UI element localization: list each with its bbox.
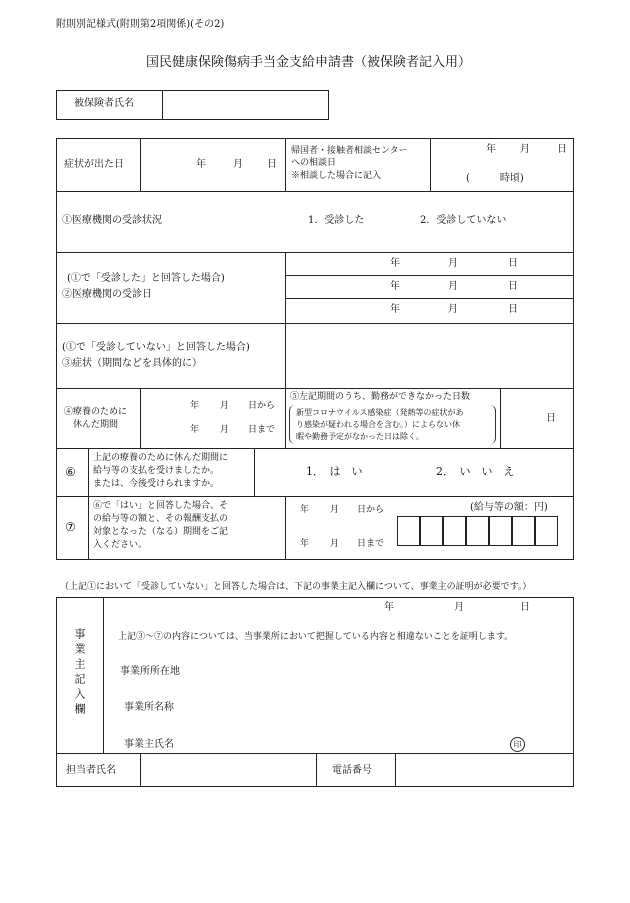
q4-from-month: 月	[220, 401, 230, 411]
insured-name-field[interactable]	[164, 92, 326, 118]
employer-month: 月	[454, 602, 464, 613]
q3-symptoms-field[interactable]	[286, 324, 574, 387]
q4-from-label: 日から	[248, 401, 276, 411]
consult-label-3: ※相談した場合に記入	[291, 171, 382, 181]
onset-date-field[interactable]	[141, 139, 284, 190]
consult-month-label: 月	[520, 144, 530, 155]
contact-person-label: 担当者氏名	[66, 765, 116, 776]
q7-to-label: 日まで	[357, 539, 385, 549]
q7-from-year: 年	[300, 505, 310, 515]
q4-label-1: ④療養のために	[64, 407, 128, 417]
q6-option-no[interactable]: 2． い い え	[436, 465, 515, 478]
q7-amount-label: (給与等の額：円)	[470, 502, 548, 513]
consult-time: ( 時頃)	[466, 173, 524, 184]
q4-period-field[interactable]	[141, 389, 284, 447]
q2-date-field-2[interactable]	[286, 276, 574, 298]
q2-date-field-3[interactable]	[286, 299, 574, 322]
q2-month-1: 月	[448, 258, 458, 269]
employer-certify-text: 上記③～⑦の内容については、当事業所において把握している内容と相違ないことを証明します。	[118, 632, 514, 642]
q5-note-2: り感染が疑われる場合を含む。）によらない休	[296, 420, 460, 429]
phone-label: 電話番号	[332, 765, 372, 776]
q1-option-not-visited[interactable]: 2．受診していない	[420, 215, 507, 226]
contact-person-field[interactable]	[141, 754, 315, 786]
office-address-field[interactable]	[200, 660, 560, 682]
q4-from-year: 年	[190, 401, 200, 411]
owner-name-field[interactable]	[200, 733, 500, 753]
q7-to-month: 月	[330, 539, 340, 549]
amount-digit-box[interactable]	[466, 516, 489, 546]
q7-text-1: ⑥で「はい」と回答した場合、そ	[93, 501, 229, 511]
q5-note-3: 暇や勤務予定がなかった日は除く。	[296, 432, 424, 441]
onset-label: 症状が出た日	[64, 159, 124, 170]
q4-to-month: 月	[220, 425, 230, 435]
q4-to-label: 日まで	[248, 425, 276, 435]
onset-month-label: 月	[233, 159, 243, 170]
office-name-field[interactable]	[200, 696, 560, 718]
q2-year-1: 年	[390, 258, 400, 269]
q6-text-1: 上記の療養のために休んだ期間に	[93, 453, 229, 463]
q6-option-yes[interactable]: 1． は い	[306, 465, 363, 478]
consult-day-label: 日	[557, 144, 567, 155]
q7-from-label: 日から	[357, 505, 385, 515]
q2-date-field-1[interactable]	[286, 253, 574, 275]
owner-name-label: 事業主氏名	[124, 739, 174, 750]
onset-year-label: 年	[196, 159, 206, 170]
employer-year: 年	[384, 602, 394, 613]
q2-day-3: 日	[508, 304, 518, 315]
insured-name-label: 被保険者氏名	[74, 98, 134, 109]
form-reference: 附則別記様式(附則第2項関係)(その2)	[56, 19, 225, 30]
q2-label: ②医療機関の受診日	[62, 289, 152, 300]
office-address-label: 事業所所在地	[120, 666, 180, 677]
q7-text-3: 対象となった（なる）期間をご記	[93, 527, 229, 537]
q5-note-1: 新型コロナウイルス感染症（発熱等の症状があ	[296, 408, 464, 417]
amount-digit-box[interactable]	[443, 516, 466, 546]
q2-condition: (①で「受診した」と回答した場合)	[67, 273, 225, 284]
q5-days-field[interactable]	[501, 389, 573, 447]
q3-condition: (①で「受診していない」と回答した場合)	[62, 342, 250, 353]
q2-month-3: 月	[448, 304, 458, 315]
q7-text-2: の給与等の額と、その報酬支払の	[93, 514, 229, 524]
page-title: 国民健康保険傷病手当金支給申請書（被保険者記入用）	[146, 55, 472, 70]
q5-unit: 日	[546, 413, 556, 424]
consult-year-label: 年	[486, 144, 496, 155]
employer-section-label: 事業主記入欄	[73, 628, 86, 718]
q4-to-year: 年	[190, 425, 200, 435]
amount-digit-box[interactable]	[535, 516, 558, 546]
amount-digit-box[interactable]	[420, 516, 443, 546]
q5-label: ⑤左記期間のうち、勤務ができなかった日数	[290, 392, 471, 402]
phone-field[interactable]	[396, 754, 573, 786]
q2-year-3: 年	[390, 304, 400, 315]
q2-year-2: 年	[390, 281, 400, 292]
amount-digit-box[interactable]	[489, 516, 512, 546]
q6-text-2: 給与等の支払を受けましたか。	[93, 466, 220, 476]
q7-text-4: 入ください。	[93, 540, 148, 550]
office-name-label: 事業所名称	[124, 702, 174, 713]
q2-month-2: 月	[448, 281, 458, 292]
consult-label-1: 帰国者・接触者相談センター	[291, 146, 408, 156]
q2-day-1: 日	[508, 258, 518, 269]
employer-day: 日	[520, 602, 530, 613]
q7-number: ⑦	[65, 520, 76, 534]
q7-to-year: 年	[300, 539, 310, 549]
q6-number: ⑥	[65, 465, 76, 479]
seal-mark: 印	[510, 737, 525, 752]
consult-label-2: への相談日	[291, 158, 337, 168]
q1-label: ①医療機関の受診状況	[62, 215, 162, 226]
amount-digit-box[interactable]	[397, 516, 420, 546]
q1-option-visited[interactable]: 1．受診した	[308, 215, 365, 226]
q4-label-2: 休んだ期間	[73, 420, 119, 430]
q3-label: ③症状（期間などを具体的に）	[62, 358, 202, 369]
q7-from-month: 月	[330, 505, 340, 515]
amount-digit-box[interactable]	[512, 516, 535, 546]
onset-day-label: 日	[267, 159, 277, 170]
q6-text-3: または、今後受けられますか。	[93, 479, 220, 489]
q2-day-2: 日	[508, 281, 518, 292]
employer-note: （上記①において「受診していない」と回答した場合は、下記の事業主記入欄について、事業主の証明が必要です。）	[60, 582, 532, 592]
